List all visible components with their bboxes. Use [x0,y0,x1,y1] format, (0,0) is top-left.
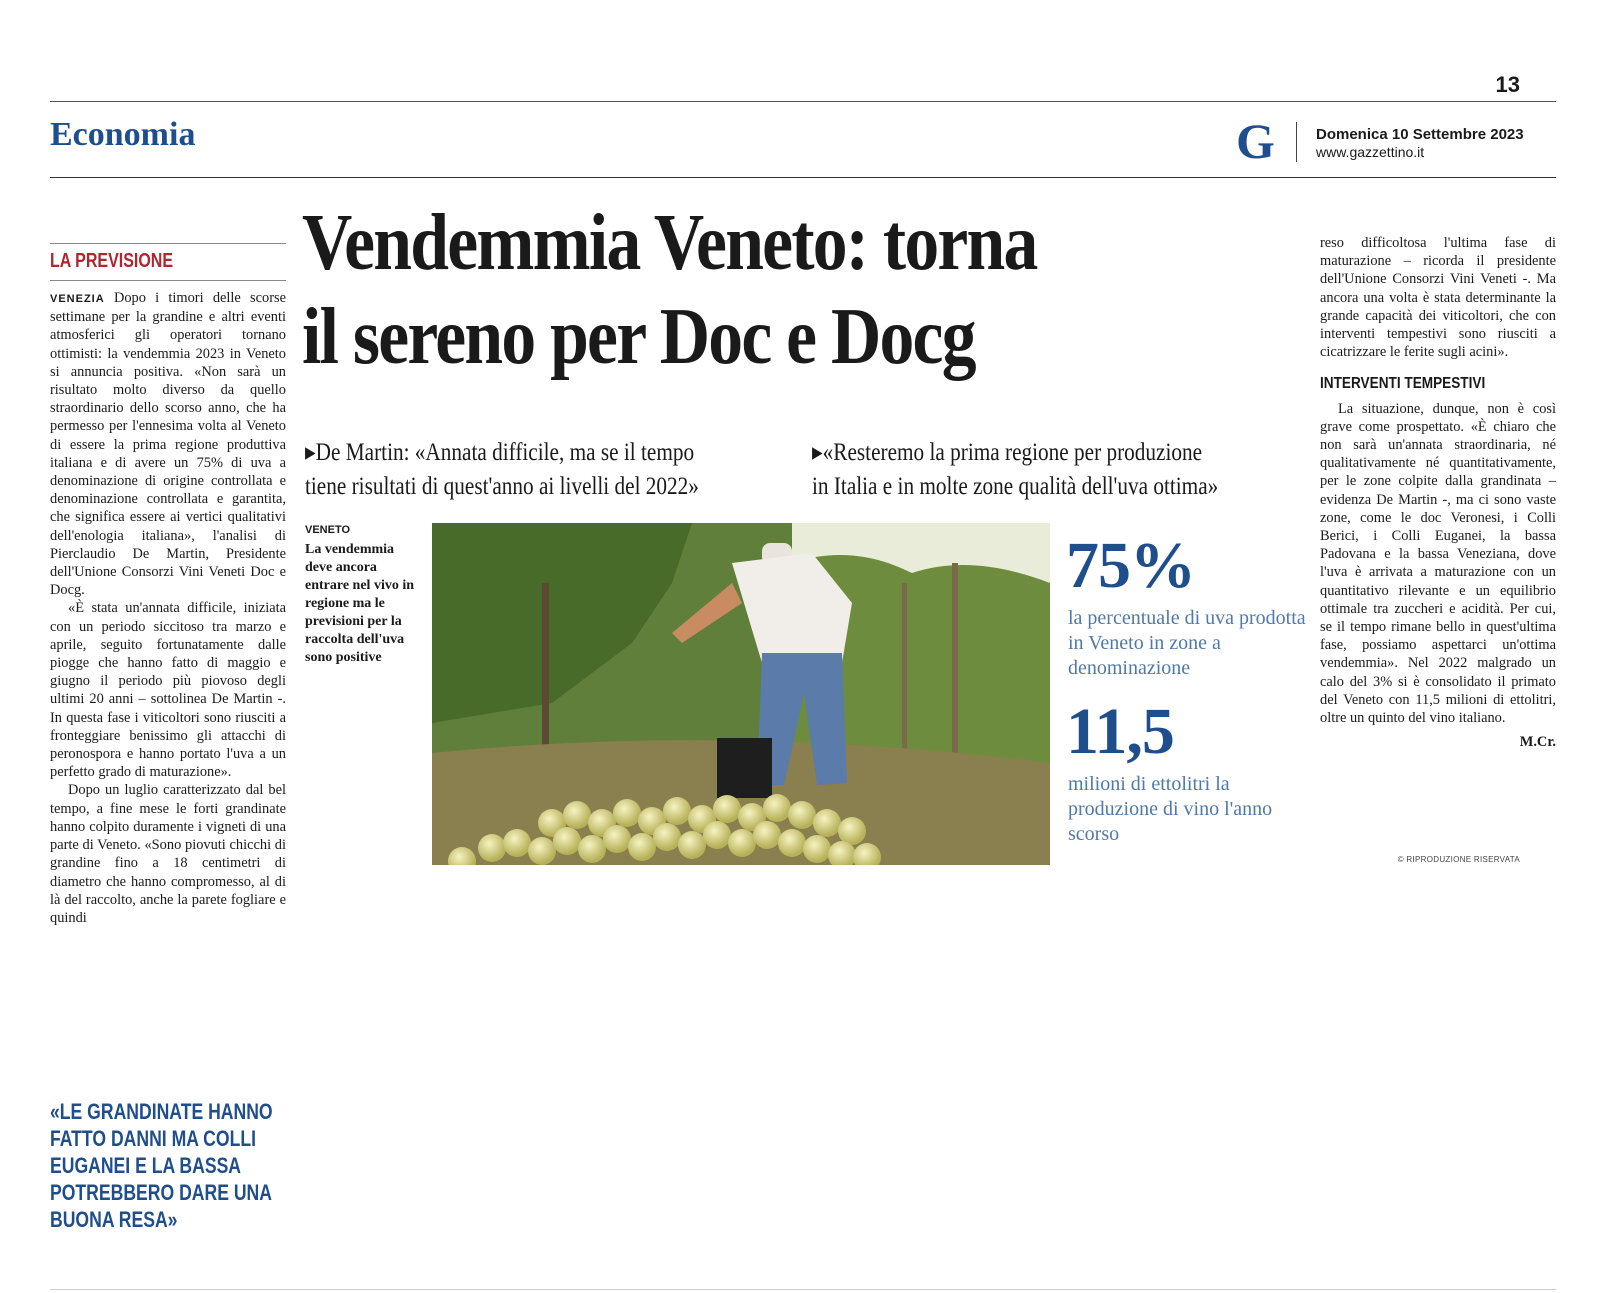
newspaper-logo: G [1236,113,1275,169]
photo-caption-label: VENETO [305,524,351,536]
top-rule [50,101,1556,102]
masthead-bottom-rule [50,177,1556,178]
page-number: 13 [1495,72,1520,97]
logo-divider [1296,122,1297,162]
body-paragraph: «È stata un'annata difficile, iniziata con un periodo siccitoso tra marzo e aprile, seguito fortunatamente dalle piogge che hanno fatto di maggio e giugno il periodo più piovoso degli ultimi 20 anni – sottolinea De Martin -. In questa fase i viticoltori sono riusciti a fronteggiare benissimo gli attacchi di peronospora e hanno portato l'uva a un perfetto grado di maturazione». [50,600,286,781]
deck-2-line-2: in Italia e in molte zone qualità dell'uva ottima» [812,473,1219,500]
bottom-rule [50,1289,1556,1290]
body-column-right [1320,234,1556,751]
article-headline [302,196,1312,384]
body-paragraph [50,289,286,599]
headline-line-2: il sereno per Doc e Docg [302,293,975,381]
vineyard-illustration [432,523,1050,865]
deck-1-line-2: tiene risultati di quest'anno ai livelli del 2022» [305,473,699,500]
headline-line-1: Vendemmia Veneto: torna [302,199,1037,287]
deck-quote-1 [305,436,768,504]
stat-value: 11,5 [1066,695,1174,768]
deck-quote-2 [812,436,1290,504]
article-subhead: INTERVENTI TEMPESTIVI [1320,375,1486,393]
author-signature: M.Cr. [1519,734,1556,751]
body-column-left [50,289,286,1055]
stat-description: la percentuale di uva prodotta in Veneto in zone a denominazione [1068,607,1306,679]
photo-caption: La vendemmia deve ancora entrare nel vivo in regione ma le previsioni per la raccolta dell'uva sono positive [305,542,415,665]
article-dateline: VENEZIA [50,293,105,305]
deck-2-line-1: ▸«Resteremo la prima regione per produzione [812,439,1203,466]
body-paragraph: Dopo un luglio caratterizzato dal bel tempo, a fine mese le forti grandinate hanno colpito duramente i vigneti di una parte di Veneto. «Sono piovuti chicchi di grandine fino a 18 centimetri di diametro che hanno compromesso, al di là del raccolto, anche la parete fogliare e quindi [50,782,286,926]
deck-1-line-1: ▸De Martin: «Annata difficile, ma se il tempo [305,439,695,466]
issue-date: Domenica 10 Settembre 2023 [1316,126,1524,143]
section-title: Economia [50,116,196,153]
copyright-notice: © RIPRODUZIONE RISERVATA [1397,855,1520,864]
stat-value: 75% [1066,529,1195,602]
body-text: Dopo i timori delle scorse settimane per la grandine e altri eventi atmosferici gli operatori tornano ottimisti: la vendemmia 2023 in Veneto si annuncia positiva. «Non sarà un risultato molto diverso da quello straordinario dello scorso anno, che ha permesso per l'ennesima volta al Veneto di essere la prima regione produttiva italiana e di avere un 75% di uva a denominazione di origine controllata e denominazione controllata e garantita, che significa essere ai vertici qualitativi dell'enologia italiana», l'analisi di Pierclaudio De Martin, Presidente dell'Unione Consorzi Vini Veneti Doc e Docg. [50,290,286,599]
website-link[interactable]: www.gazzettino.it [1316,144,1425,160]
kicker-bottom-rule [50,280,286,281]
kicker-rule [50,243,286,244]
body-paragraph: La situazione, dunque, non è così grave come prospettato. «È chiaro che non sarà un'annata straordinaria, né qualitativamente né quantitativamente, per le zone colpite dalla grandinata – evidenza De Martin -, ma ci sono vaste zone, come le doc Veronesi, i Colli Berici, i Colli Euganei, la bassa Padovana e la bassa Veneziana, dove l'uva è arrivata a maturazione con un quantitativo rilevante e un equilibrio ottimale tra zuccheri e acidità. Per cui, se il tempo rimane bello in quest'ultima fase, possiamo aspettarci un'ottima vendemmia». Nel 2022 malgrado un calo del 3% si è consolidato il primato del Veneto con 11,5 milioni di ettolitri, oltre un quinto del vino italiano. [1320,400,1556,727]
harvest-photo [432,523,1050,865]
stat-description: milioni di ettolitri la produzione di vino l'anno scorso [1068,773,1273,845]
body-paragraph: reso difficoltosa l'ultima fase di maturazione – ricorda il presidente dell'Unione Consorzi Vini Veneti -. Ma ancora una volta è stata determinante la grande capacità dei viticoltori, che con interventi tempestivi sono riusciti a cicatrizzare le ferite sugli acini». [1320,235,1556,361]
article-kicker: LA PREVISIONE [50,250,173,272]
pull-quote: «LE GRANDINATE HANNO FATTO DANNI MA COLLI EUGANEI E LA BASSA POTREBBERO DARE UNA BUONA RESA» [50,1099,273,1232]
